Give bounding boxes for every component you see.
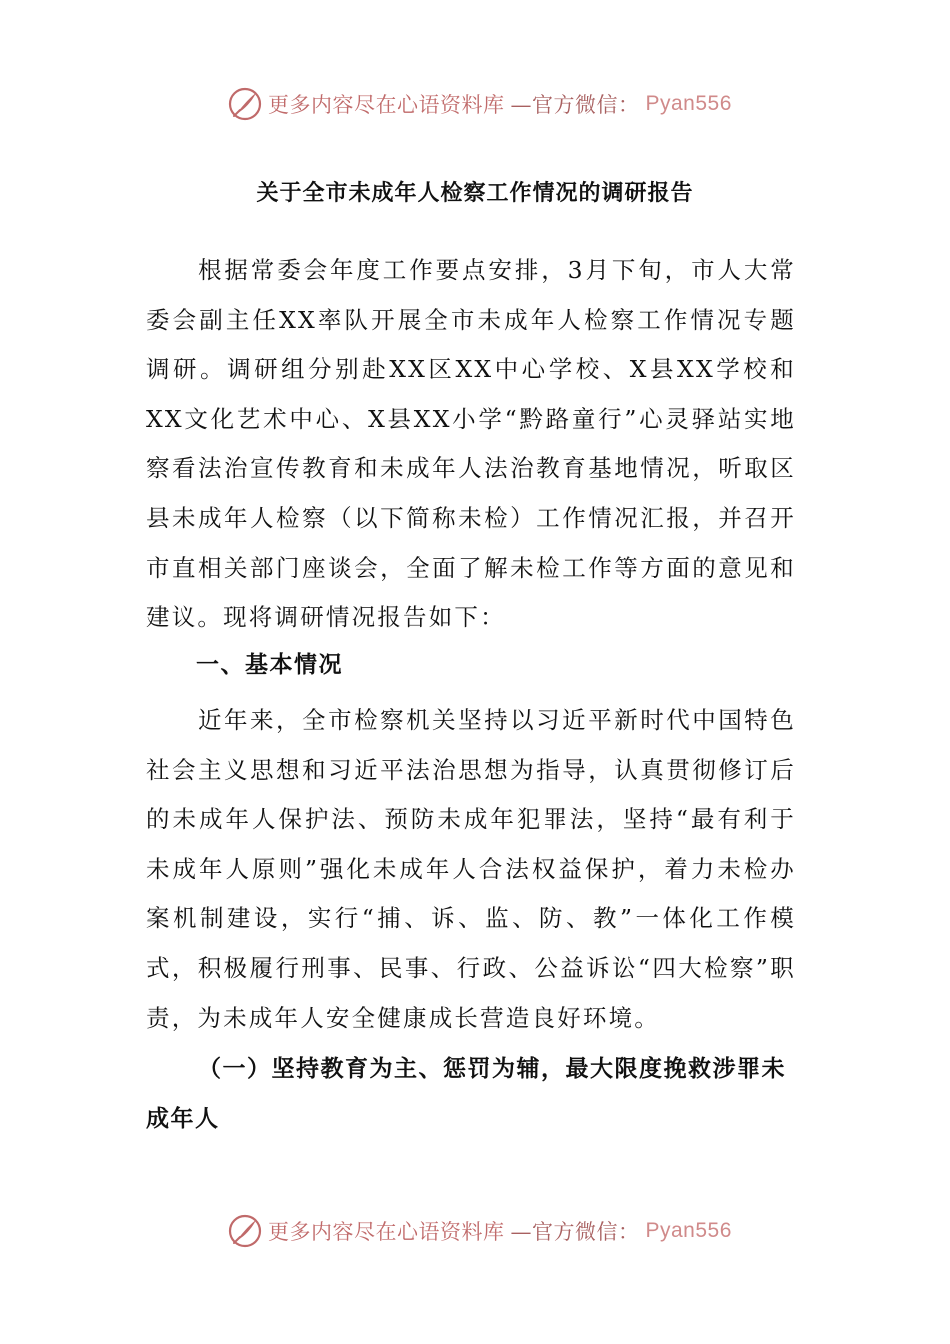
- banner-wechat-id: Pyan556: [645, 1219, 732, 1242]
- quill-logo-icon: [228, 87, 262, 121]
- banner-site-text: 更多内容尽在心语资料库: [268, 1220, 505, 1244]
- quill-logo-icon: [228, 1214, 262, 1248]
- subsection-heading-education: （一）坚持教育为主、惩罚为辅，最大限度挽救涉罪未成年人: [146, 1056, 786, 1132]
- banner-official-text: —官方微信：: [510, 93, 640, 117]
- banner-official-text: —官方微信：: [510, 1220, 640, 1244]
- section-heading-basic-situation: 一、基本情况: [196, 652, 343, 678]
- document-title: 关于全市未成年人检察工作情况的调研报告: [256, 181, 694, 206]
- watermark-banner-top: [228, 84, 732, 124]
- watermark-banner-bottom: [228, 1211, 732, 1251]
- banner-wechat-id: Pyan556: [645, 92, 732, 115]
- paragraph-basic-situation: 近年来，全市检察机关坚持以习近平新时代中国特色社会主义思想和习近平法治思想为指导，认真贯彻修订后的未成年人保护法、预防未成年犯罪法，坚持“最有利于未成年人原则”强化未成年人合法权益保护，着力未检办案机制建设，实行“捕、诉、监、防、教”一体化工作模式，积极履行刑事、民事、行政、公益诉讼“四大检察”职责，为未成年人安全健康成长营造良好环境。: [146, 706, 796, 1032]
- banner-site-text: 更多内容尽在心语资料库: [268, 93, 505, 117]
- paragraph-intro: 根据常委会年度工作要点安排，3月下旬，市人大常委会副主任XX率队开展全市未成年人检察工作情况专题调研。调研组分别赴XX区XX中心学校、X县XX学校和XX文化艺术中心、X县XX小学“黔路童行”心灵驿站实地察看法治宣传教育和未成年人法治教育基地情况，听取区县未成年人检察（以下简称未检）工作情况汇报，并召开市直相关部门座谈会，全面了解未检工作等方面的意见和建议。现将调研情况报告如下：: [146, 256, 796, 632]
